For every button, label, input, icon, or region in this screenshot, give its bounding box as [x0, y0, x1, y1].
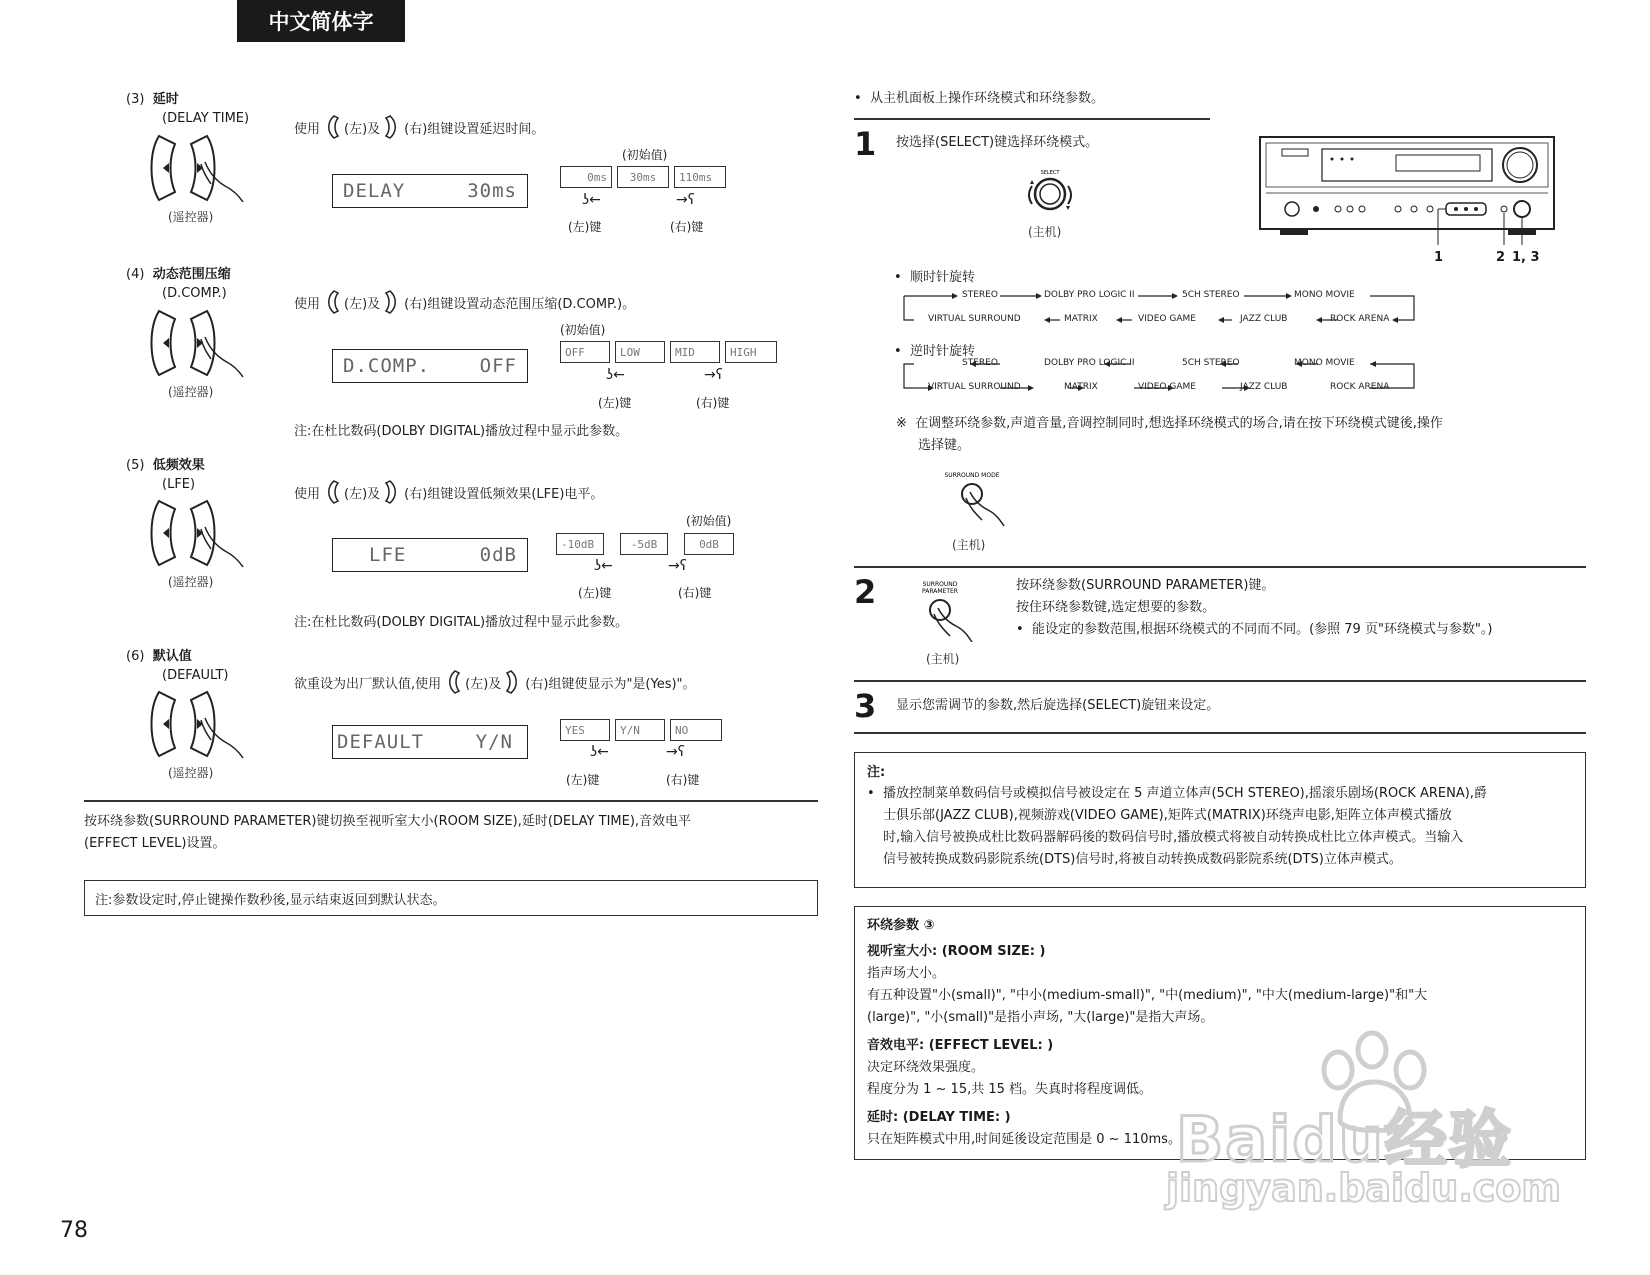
right-arrow-indicator: →ʕ [704, 367, 723, 383]
section-5-instruction: 使用 (左)及 (右)组键设置低频效果(LFE)电平。 [294, 479, 603, 505]
param-heading: 视听室大小: (ROOM SIZE: ) [867, 944, 1046, 959]
param-heading: 音效电平: (EFFECT LEVEL: ) [867, 1038, 1054, 1053]
remote-caption: (遥控器) [168, 766, 214, 780]
param-heading: 延时: (DELAY TIME: ) [867, 1110, 1011, 1125]
lcd-display: DELAY 30ms [332, 174, 528, 208]
right-arrow-indicator: →ʕ [666, 744, 685, 760]
section-5-heading: (5) 低频效果 (LFE) [126, 458, 205, 492]
step2-text: 按环绕参数(SURROUND PARAMETER)键。 按住环绕参数键,选定想要的参数。 • 能设定的参数范围,根据环绕模式的不同而不同。(参照 79 页"环绕模式与参数"。) [1016, 578, 1493, 637]
left-key-label: (左)键 [566, 773, 600, 787]
mode-label: MATRIX [1064, 314, 1098, 324]
section-3-instruction: 使用 (左)及 (右)组键设置延迟时间。 [294, 114, 544, 140]
divider [854, 732, 1586, 734]
left-key-icon [324, 289, 340, 315]
left-key-icon [324, 114, 340, 140]
mode-label: VIRTUAL SURROUND [928, 382, 1021, 392]
step-number: 3 [854, 687, 877, 725]
remote-left-right-icon [145, 307, 255, 379]
section-4-heading: (4) 动态范围压缩 (D.COMP.) [126, 267, 231, 301]
section-6-instruction: 欲重设为出厂默认值,使用 (左)及 (右)组键使显示为"是(Yes)"。 [294, 669, 696, 695]
callout-2: 2 [1496, 250, 1506, 265]
receiver-front-panel-illustration [1258, 135, 1558, 247]
surround-mode-button-icon [940, 470, 1020, 528]
right-arrow-indicator: →ʕ [668, 558, 687, 574]
divider [854, 680, 1586, 682]
surround-parameters-box: 环绕参数 ③ 视听室大小: (ROOM SIZE: ) 指声场大小。 有五种设置"小(small)", "中小(medium-small)", "中(medium)", "中大(medium-large)"和"大 (large)", "小(small)"是指小声场, "大(large)"是指大声场。 音效电平: (EFFECT LEVEL: ) 决定环绕效果强度。 程度分为 1 ~ 15,共 15 档。失真时将程度调低。 延时: (DELAY TIME: ) 只在矩阵模式中用,时间延後设定范围是 0 ~ 110ms。 [854, 906, 1586, 1160]
select-knob-label: SELECT [1040, 170, 1060, 176]
mode-label: ROCK ARENA [1330, 314, 1390, 324]
option-box: YES [560, 719, 610, 741]
divider [854, 566, 1586, 568]
remote-caption: (遥控器) [168, 575, 214, 589]
dolby-note: 注:在杜比数码(DOLBY DIGITAL)播放过程中显示此参数。 [294, 615, 629, 630]
surround-parameter-button-icon [916, 580, 996, 642]
right-key-icon [505, 669, 521, 695]
bottom-note-box: 注:参数设定时,停止键操作数秒後,显示结束返回到默认状态。 [84, 880, 818, 916]
step3-text: 显示您需调节的参数,然后旋选择(SELECT)旋钮来设定。 [896, 698, 1220, 713]
right-key-icon [384, 114, 400, 140]
page-number: 78 [60, 1218, 88, 1243]
step-number: 1 [854, 125, 877, 163]
mode-label: VIDEO GAME [1138, 382, 1196, 392]
left-arrow-indicator: ʖ← [606, 367, 625, 383]
option-box: OFF [560, 341, 610, 363]
option-box: -5dB [620, 533, 668, 555]
initial-value-label: (初始值) [686, 514, 732, 528]
mode-label: ROCK ARENA [1330, 382, 1390, 392]
mode-label: DOLBY PRO LOGIC II [1044, 290, 1135, 300]
initial-value-label: (初始值) [622, 148, 668, 162]
section-subtitle: (DELAY TIME) [162, 111, 250, 126]
section-title: 延时 [152, 92, 179, 107]
remote-left-right-icon [145, 688, 255, 760]
option-box: MID [670, 341, 720, 363]
section-num: (3) [126, 92, 145, 107]
right-key-icon [384, 479, 400, 505]
select-knob-icon [1020, 166, 1080, 216]
option-box: NO [670, 719, 722, 741]
right-key-label: (右)键 [666, 773, 700, 787]
option-box: 0dB [684, 533, 734, 555]
watermark-url: jingyan.baidu.com [1166, 1166, 1561, 1210]
option-row [556, 533, 734, 555]
dolby-note: 注:在杜比数码(DOLBY DIGITAL)播放过程中显示此参数。 [294, 424, 629, 439]
lcd-display: LFE 0dB [332, 538, 528, 572]
watermark-brand: Baidu经验 [1176, 1103, 1513, 1176]
right-key-icon [384, 289, 400, 315]
right-arrow-indicator: →ʕ [676, 192, 695, 208]
left-key-icon [445, 669, 461, 695]
main-unit-caption: (主机) [926, 652, 960, 666]
note-box: 注: • 播放控制菜单数码信号或模拟信号被设定在 5 声道立体声(5CH STEREO),摇滚乐剧场(ROCK ARENA),爵 士俱乐部(JAZZ CLUB),视频游戏(VIDEO GAME),矩阵式(MATRIX)环绕声电影,矩阵立体声模式播放 时,输入信号被换成杜比数码器解码後的数码信号时,播放模式将被自动转换成杜比立体声模式。当输入 信号被转换成数码影院系统(DTS)信号时,将被自动转换成数码影院系统(DTS)立体声模式。 [854, 752, 1586, 888]
divider [854, 118, 1210, 120]
callout-1-3: 1, 3 [1512, 250, 1540, 265]
main-unit-caption: (主机) [1028, 225, 1062, 239]
surround-parameter-label-1: SURROUND [922, 581, 958, 588]
left-arrow-indicator: ʖ← [590, 744, 609, 760]
divider [84, 800, 818, 802]
right-key-label: (右)键 [696, 396, 730, 410]
mode-label: STEREO [962, 290, 998, 300]
section-6-heading: (6) 默认值 (DEFAULT) [126, 649, 229, 683]
option-row [560, 719, 722, 741]
counterclockwise-heading: • 逆时针旋转 [894, 344, 975, 359]
left-key-label: (左)键 [568, 220, 602, 234]
summary-paragraph: 按环绕参数(SURROUND PARAMETER)键切换至视听室大小(ROOM SIZE),延时(DELAY TIME),音效电平 (EFFECT LEVEL)设置。 [84, 814, 692, 851]
step-number: 2 [854, 573, 877, 611]
left-arrow-indicator: ʖ← [594, 558, 613, 574]
remote-left-right-icon [145, 497, 255, 569]
remote-left-right-icon [145, 132, 255, 204]
mode-label: JAZZ CLUB [1240, 382, 1288, 392]
lcd-display: DEFAULT Y/N [332, 725, 528, 759]
language-tab: 中文简体字 [237, 0, 405, 42]
left-arrow-indicator: ʖ← [582, 192, 601, 208]
mode-label: STEREO [962, 358, 998, 368]
right-key-label: (右)键 [678, 586, 712, 600]
option-box: -10dB [556, 533, 604, 555]
right-key-label: (右)键 [670, 220, 704, 234]
callout-1: 1 [1434, 250, 1444, 265]
option-box: Y/N [615, 719, 665, 741]
intro-line: • 从主机面板上操作环绕模式和环绕参数。 [854, 91, 1104, 106]
remote-caption: (遥控器) [168, 210, 214, 224]
step1-text: 按选择(SELECT)键选择环绕模式。 [896, 135, 1099, 150]
section-4-instruction: 使用 (左)及 (右)组键设置动态范围压缩(D.COMP.)。 [294, 289, 635, 315]
mode-label: JAZZ CLUB [1240, 314, 1288, 324]
option-row [560, 166, 726, 188]
remote-caption: (遥控器) [168, 385, 214, 399]
initial-value-label: (初始值) [560, 323, 606, 337]
mode-label: VIDEO GAME [1138, 314, 1196, 324]
option-box: 110ms [674, 166, 726, 188]
surround-parameter-label-2: PARAMETER [922, 588, 958, 595]
clockwise-heading: • 顺时针旋转 [894, 270, 975, 285]
option-box: 30ms [617, 166, 669, 188]
left-key-label: (左)键 [598, 396, 632, 410]
mode-label: MATRIX [1064, 382, 1098, 392]
lcd-display: D.COMP. OFF [332, 349, 528, 383]
mode-label: VIRTUAL SURROUND [928, 314, 1021, 324]
section-3-heading [126, 90, 249, 128]
option-row [560, 341, 777, 363]
asterisk-note: ※ 在调整环绕参数,声道音量,音调控制同时,想选择环绕模式的场合,请在按下环绕模式键後,操作 选择键。 [896, 416, 1443, 453]
option-box: HIGH [725, 341, 777, 363]
mode-label: 5CH STEREO [1182, 290, 1240, 300]
surround-mode-button-label: SURROUND MODE [944, 472, 1000, 479]
mode-label: MONO MOVIE [1294, 358, 1355, 368]
left-key-label: (左)键 [578, 586, 612, 600]
mode-label: MONO MOVIE [1294, 290, 1355, 300]
left-key-icon [324, 479, 340, 505]
mode-label: DOLBY PRO LOGIC II [1044, 358, 1135, 368]
main-unit-caption: (主机) [952, 538, 986, 552]
option-box: 0ms [560, 166, 612, 188]
option-box: LOW [615, 341, 665, 363]
mode-label: 5CH STEREO [1182, 358, 1240, 368]
